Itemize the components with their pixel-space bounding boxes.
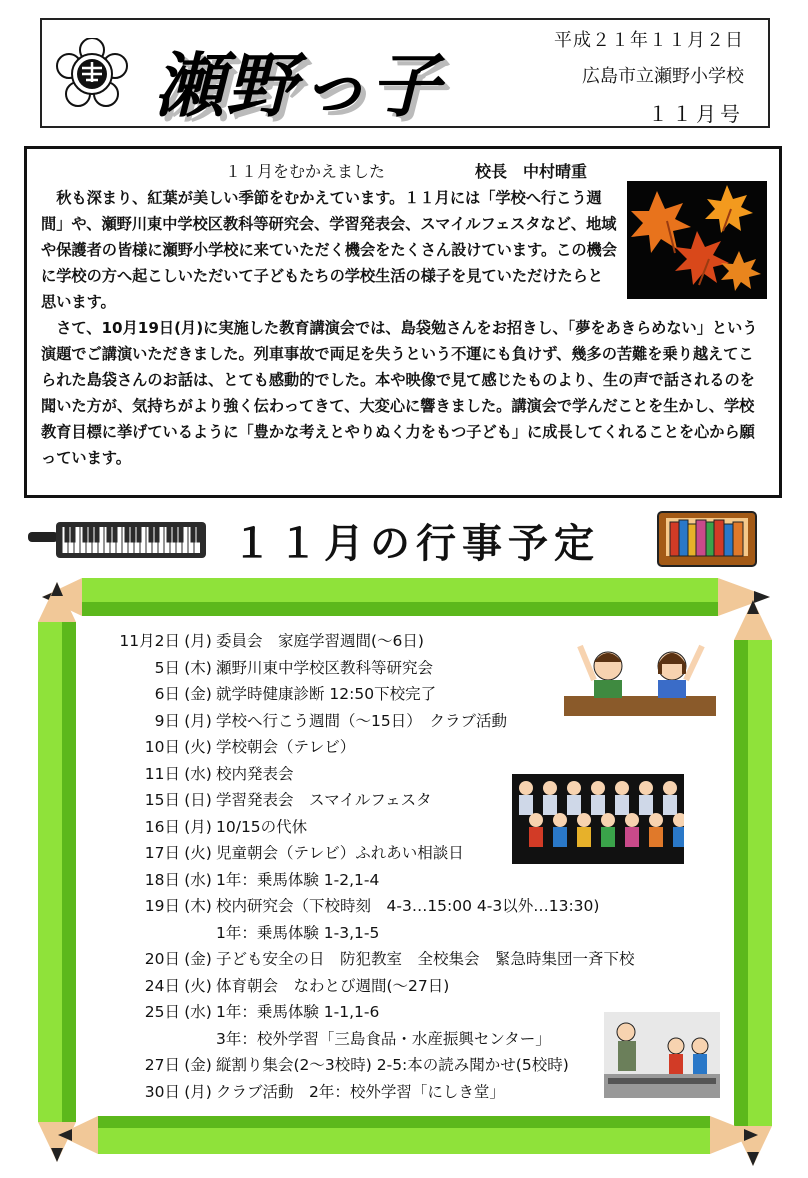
event-date: 6日 [154,685,180,703]
message-author: 校長 中村晴重 [475,162,588,181]
event-day-of-week: (水) [184,1003,212,1021]
keyboard-harmonica-icon [28,518,208,562]
event-description: 子ども安全の日 防犯教室 全校集会 緊急時集団一斉下校 [216,950,635,968]
message-paragraph-1: 秋も深まり、紅葉が美しい季節をむかえています。１１月には「学校へ行こう週間」や、瀬野川東中学校区教科等研究会、学習発表会、スマイルフェスタなど、地域や保護者の皆様に瀬野小学校に来ていただく機会をたくさん設けています。この機会に学校の方へ起こしいただいて子どもたちの学校生活の様子を見ていただけたらと思います。 [41,189,617,311]
event-row [96,920,716,947]
event-date: 9日 [154,711,180,730]
event-date: 27日 [144,1056,180,1074]
event-date: 11日 [144,764,180,783]
pencil-frame-top [42,574,770,620]
event-description: 縦割り集会(2～3校時) 2-5:本の読み聞かせ(5校時) [216,1056,569,1074]
school-name: 広島市立瀬野小学校 [582,66,744,87]
event-day-of-week: (日) [184,791,212,809]
pencil-frame-left [32,582,82,1162]
event-date: 11月2日 [119,632,180,650]
event-description: 学習発表会 スマイルフェスタ [216,791,432,809]
event-description: 1年：乗馬体験 1-1,1-6 [216,1003,380,1021]
issue-number: １１月号 [648,102,744,126]
event-description: 1年：乗馬体験 1-2,1-4 [216,870,380,889]
event-day-of-week: (木) [184,897,212,915]
event-day-of-week: (水) [184,870,212,889]
event-day-of-week: (火) [184,738,212,756]
event-day-of-week: (月) [184,632,212,650]
event-day-of-week: (月) [184,817,212,836]
event-date: 10日 [144,738,180,756]
students-raising-hands-image [560,636,720,718]
event-description: 委員会 家庭学習週間(～6日) [216,632,424,650]
newsletter-header [40,18,770,128]
event-date: 30日 [144,1082,180,1101]
event-day-of-week: (水) [184,764,212,783]
event-description: 10/15の代休 [216,817,308,836]
factory-visit-image [604,1012,720,1098]
events-heading: １１月の行事予定 [232,521,600,567]
school-emblem-icon [56,38,128,110]
event-date: 24日 [144,976,180,995]
event-description: 1年：乗馬体験 1-3,1-5 [216,923,380,942]
students-choir-image [512,774,684,864]
event-day-of-week: (金) [184,685,212,703]
newsletter-title: 瀬野っ子 [154,45,442,127]
event-day-of-week: (火) [184,844,212,862]
event-description: 3年：校外学習「三島食品・水産振興センター」 [216,1029,551,1048]
event-date: 5日 [154,658,180,677]
message-title: １１月をむかえました [225,162,386,181]
message-paragraph-2: さて、10月19日(月)に実施した教育講演会では、島袋勉さんをお招きし、「夢をあきらめない」という演題でご講演いただきました。列車事故で両足を失うという不運にも負けず、幾多の苦難を乗り越えてこられた島袋さんのお話は、とても感動的でした。本や映像で見て感じたものより、生の声で話されるのを聞いた方が、気持ちがより強く伝わってきて、大変心に響きました。講演会で学んだことを生かし、学校教育目標に挙げているように「豊かな考えとやりぬく力をもつ子ども」に成長してくれることを心から願っています。 [41,319,758,467]
event-description: 校内発表会 [216,764,294,783]
event-date: 20日 [144,950,180,968]
event-description: 体育朝会 なわとび週間(～27日) [216,976,450,995]
principal-message-box [24,146,782,498]
event-row [96,893,716,920]
event-day-of-week: (月) [184,711,212,730]
event-day-of-week: (金) [184,1056,212,1074]
pencil-frame-bottom [58,1112,758,1158]
issue-date: 平成２１年１１月２日 [554,30,744,51]
event-date: 17日 [144,844,180,862]
event-description: 瀬野川東中学校区教科等研究会 [216,658,434,677]
event-description: 就学時健康診断 12:50下校完了 [216,685,437,703]
event-row [96,946,716,973]
event-day-of-week: (月) [184,1082,212,1101]
event-description: 校内研究会（下校時刻 4-3…15:00 4-3以外…13:30) [216,897,600,915]
event-description: 学校へ行こう週間（～15日） クラブ活動 [216,711,507,730]
event-description: クラブ活動 2年：校外学習「にしき堂」 [216,1082,505,1101]
pencil-frame-right [728,600,778,1166]
event-date: 19日 [144,897,180,915]
event-day-of-week: (木) [184,658,212,677]
event-row [96,734,716,761]
bookshelf-icon [656,508,758,568]
event-day-of-week: (火) [184,976,212,995]
event-day-of-week: (金) [184,950,212,968]
event-row [96,973,716,1000]
event-date: 15日 [144,791,180,809]
event-row [96,867,716,894]
message-body [41,185,767,471]
event-date: 18日 [144,870,180,889]
event-description: 児童朝会（テレビ）ふれあい相談日 [216,844,464,862]
event-date: 16日 [144,817,180,836]
event-description: 学校朝会（テレビ） [216,738,356,756]
event-date: 25日 [144,1003,180,1021]
